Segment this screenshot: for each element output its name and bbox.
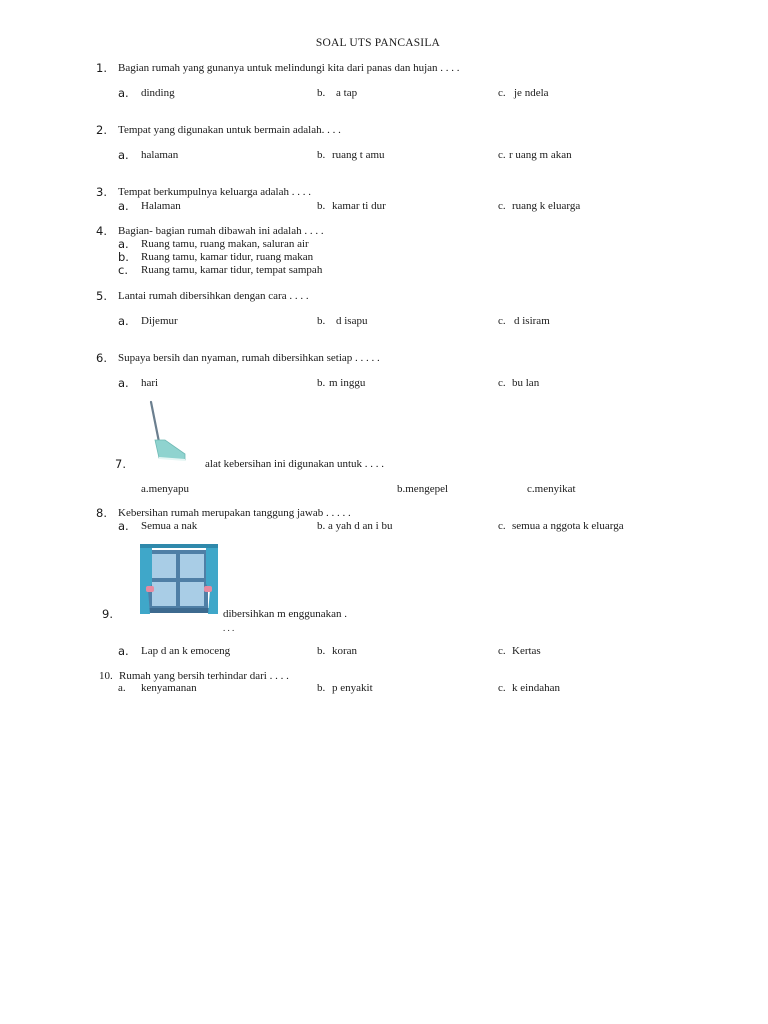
question-7-number: 7. — [115, 457, 126, 471]
q9-option-c-letter: c. — [498, 645, 506, 657]
question-9-text-continued: . . . — [223, 623, 235, 633]
question-6-number: 6. — [96, 351, 107, 365]
q10-option-a-letter: a. — [118, 682, 126, 694]
q2-option-b-letter: b. — [317, 149, 326, 161]
q9-option-a-letter: a. — [118, 644, 129, 658]
question-2-number: 2. — [96, 123, 107, 137]
q3-option-b-letter: b. — [317, 200, 326, 212]
question-1-text: Bagian rumah yang gunanya untuk melindungi kita dari panas dan hujan . . . . — [118, 62, 460, 74]
question-6-text: Supaya bersih dan nyaman, rumah dibersihkan setiap . . . . . — [118, 352, 380, 364]
page-title: SOAL UTS PANCASILA — [315, 37, 441, 49]
question-8-number: 8. — [96, 506, 107, 520]
q1-option-a: dinding — [141, 87, 175, 99]
q9-option-b: koran — [332, 645, 358, 657]
q4-option-c-letter: c. — [118, 263, 128, 277]
q5-option-a-letter: a. — [118, 314, 129, 328]
question-5-number: 5. — [96, 289, 107, 303]
question-5-text: Lantai rumah dibersihkan dengan cara . . . . — [118, 290, 309, 302]
q8-option-b-letter: b. — [317, 520, 326, 532]
q10-option-b-letter: b. — [317, 682, 326, 694]
q10-option-c: k eindahan — [512, 682, 560, 694]
q1-option-a-letter: a. — [118, 86, 129, 100]
q2-option-b: ruang t amu — [332, 149, 385, 161]
q5-option-b: d isapu — [336, 315, 368, 327]
question-3-number: 3. — [96, 185, 107, 199]
q4-option-b-letter: b. — [118, 250, 129, 264]
q9-option-a: Lap d an k emoceng — [141, 645, 231, 657]
q6-option-a-letter: a. — [118, 376, 129, 390]
q5-option-c: d isiram — [514, 315, 550, 327]
q5-option-c-letter: c. — [498, 315, 506, 327]
question-9-number: 9. — [102, 607, 113, 621]
q7-option-c: c.menyikat — [527, 483, 576, 495]
q7-option-a: a.menyapu — [141, 483, 189, 495]
q4-option-a-letter: a. — [118, 237, 129, 251]
q3-option-a: Halaman — [141, 200, 181, 212]
q1-option-c-letter: c. — [498, 87, 506, 99]
q2-option-a-letter: a. — [118, 148, 129, 162]
question-2-text: Tempat yang digunakan untuk bermain adalah. . . . — [118, 124, 341, 136]
question-4-text: Bagian- bagian rumah dibawah ini adalah . . . . — [118, 225, 324, 237]
q1-option-b: a tap — [336, 87, 358, 99]
question-10-text: Rumah yang bersih terhindar dari . . . . — [119, 670, 289, 682]
q8-option-c-letter: c. — [498, 520, 506, 532]
q3-option-b: kamar ti dur — [332, 200, 386, 212]
q1-option-b-letter: b. — [317, 87, 326, 99]
question-9-text: dibersihkan m enggunakan . — [223, 608, 348, 620]
q2-option-c: r uang m akan — [509, 149, 572, 161]
q10-option-c-letter: c. — [498, 682, 506, 694]
question-8-text: Kebersihan rumah merupakan tanggung jawab . . . . . — [118, 507, 351, 519]
q7-option-b: b.mengepel — [397, 483, 449, 495]
q5-option-a: Dijemur — [141, 315, 178, 327]
q2-option-a: halaman — [141, 149, 179, 161]
q6-option-b: m inggu — [329, 377, 366, 389]
q4-option-b: Ruang tamu, kamar tidur, ruang makan — [141, 251, 314, 263]
q9-option-b-letter: b. — [317, 645, 326, 657]
q10-option-b: p enyakit — [332, 682, 373, 694]
q2-option-c-letter: c. — [498, 149, 506, 161]
q8-option-a: Semua a nak — [141, 520, 198, 532]
q1-option-c: je ndela — [514, 87, 549, 99]
q6-option-b-letter: b. — [317, 377, 326, 389]
q5-option-b-letter: b. — [317, 315, 326, 327]
question-1-number: 1. — [96, 61, 107, 75]
q8-option-a-letter: a. — [118, 519, 129, 533]
q6-option-a: hari — [141, 377, 159, 389]
question-4-number: 4. — [96, 224, 107, 238]
q6-option-c-letter: c. — [498, 377, 506, 389]
question-7-text: alat kebersihan ini digunakan untuk . . . . — [205, 458, 385, 470]
q3-option-c: ruang k eluarga — [512, 200, 581, 212]
q4-option-a: Ruang tamu, ruang makan, saluran air — [141, 238, 309, 250]
q10-option-a: kenyamanan — [141, 682, 197, 694]
q9-option-c: Kertas — [512, 645, 541, 657]
question-3-text: Tempat berkumpulnya keluarga adalah . . . . — [118, 186, 311, 198]
q8-option-b: a yah d an i bu — [328, 520, 393, 532]
window-icon — [136, 544, 222, 616]
q8-option-c: semua a nggota k eluarga — [512, 520, 624, 532]
q3-option-a-letter: a. — [118, 199, 129, 213]
q6-option-c: bu lan — [512, 377, 540, 389]
q3-option-c-letter: c. — [498, 200, 506, 212]
mop-icon — [145, 400, 193, 462]
q4-option-c: Ruang tamu, kamar tidur, tempat sampah — [141, 264, 323, 276]
question-10-number: 10. — [99, 670, 113, 682]
